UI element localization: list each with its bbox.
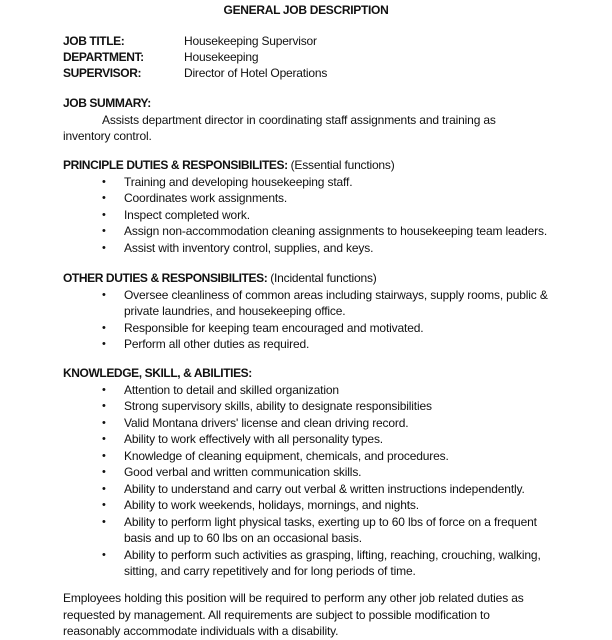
bullet-icon: •	[102, 400, 106, 412]
item-text: Assist with inventory control, supplies, and keys.	[124, 240, 374, 255]
bullet-icon: •	[102, 225, 106, 237]
bullet-icon: •	[102, 482, 106, 495]
heading-note: (Incidental functions)	[270, 271, 377, 285]
list-item	[102, 207, 554, 224]
list-item	[102, 190, 554, 207]
section-job-summary	[63, 95, 563, 145]
item-text: Attention to detail and skilled organization	[124, 382, 339, 397]
meta-key: SUPERVISOR:	[63, 66, 142, 80]
item-text: Ability to understand and carry out verbal & written instructions independently.	[124, 481, 525, 496]
meta-value: Housekeeping Supervisor	[184, 34, 317, 48]
list-item	[102, 448, 554, 465]
bullet-icon: •	[102, 208, 106, 221]
item-text: Ability to perform such activities as grasping, lifting, reaching, crouching, walking, sitting, and carry repetitively and for long periods of time.	[124, 547, 541, 578]
item-text: Coordinates work assignments.	[124, 191, 288, 205]
list-item	[102, 320, 554, 337]
section-heading: KNOWLEDGE, SKILL, & ABILITIES:	[63, 366, 252, 380]
item-text: Ability to work effectively with all personality types.	[124, 432, 383, 446]
meta-key: DEPARTMENT:	[63, 50, 144, 64]
list-item	[102, 223, 554, 240]
list-item	[102, 287, 554, 320]
list-item	[102, 240, 554, 257]
bullet-icon: •	[102, 548, 106, 561]
bullet-icon: •	[102, 338, 106, 350]
meta-key: JOB TITLE:	[63, 34, 125, 48]
section-heading	[63, 157, 563, 174]
list-item	[102, 398, 554, 415]
section-heading	[63, 270, 563, 287]
bullet-icon: •	[102, 499, 106, 511]
item-text: Responsible for keeping team encouraged and motivated.	[124, 320, 424, 335]
knowledge-list	[63, 382, 563, 580]
item-text: Good verbal and written communication skills.	[124, 465, 362, 479]
item-text: Strong supervisory skills, ability to designate responsibilities	[124, 399, 432, 413]
section-principle-duties	[63, 157, 563, 256]
bullet-icon: •	[102, 192, 106, 204]
list-item	[102, 174, 554, 191]
job-meta	[63, 33, 327, 81]
other-duties-list	[63, 287, 563, 353]
meta-value: Director of Hotel Operations	[184, 66, 328, 80]
bullet-icon: •	[102, 449, 106, 462]
meta-value: Housekeeping	[184, 50, 259, 64]
item-text: Oversee cleanliness of common areas including stairways, supply rooms, public & private laundries, and housekeeping office.	[124, 287, 548, 318]
bullet-icon: •	[102, 321, 106, 334]
item-text: Inspect completed work.	[124, 207, 250, 222]
bullet-icon: •	[102, 288, 106, 301]
list-item	[102, 481, 554, 498]
bullet-icon: •	[102, 515, 106, 528]
meta-row-supervisor	[63, 65, 327, 81]
bullet-icon: •	[102, 433, 106, 445]
item-text: Training and developing housekeeping staff.	[124, 174, 353, 189]
list-item	[102, 547, 554, 580]
section-knowledge	[63, 365, 563, 580]
item-text: Knowledge of cleaning equipment, chemicals, and procedures.	[124, 448, 449, 463]
section-other-duties	[63, 270, 563, 353]
closing-paragraph: Employees holding this position will be required to perform any other job related duties as requested by management. All requirements are subject to possible modification to reasonably accommodate individuals with a disability.	[63, 591, 524, 638]
bullet-icon: •	[102, 383, 106, 396]
heading-note: (Essential functions)	[290, 158, 395, 172]
heading-label: OTHER DUTIES & RESPONSIBILITES:	[63, 271, 268, 285]
item-text: Valid Montana drivers' license and clean driving record.	[124, 415, 409, 430]
list-item	[102, 336, 554, 353]
list-item	[102, 382, 554, 399]
list-item	[102, 497, 554, 514]
section-closing	[63, 590, 563, 640]
meta-row-department	[63, 49, 327, 65]
bullet-icon: •	[102, 416, 106, 429]
item-text: Ability to perform light physical tasks, exerting up to 60 lbs of force on a frequent basis and up to 60 lbs on an occasional basis.	[124, 514, 537, 545]
list-item	[102, 431, 554, 448]
duties-list	[63, 174, 563, 257]
summary-text: Assists department director in coordinating staff assignments and training as inventory control.	[63, 112, 496, 143]
section-heading: JOB SUMMARY:	[63, 96, 151, 110]
bullet-icon: •	[102, 466, 106, 478]
item-text: Perform all other duties as required.	[124, 337, 310, 351]
bullet-icon: •	[102, 175, 106, 188]
bullet-icon: •	[102, 241, 106, 254]
item-text: Assign non-accommodation cleaning assignments to housekeeping team leaders.	[124, 224, 548, 238]
document-title: GENERAL JOB DESCRIPTION	[223, 3, 389, 17]
list-item	[102, 464, 554, 481]
heading-label: PRINCIPLE DUTIES & RESPONSIBILITES:	[63, 158, 288, 172]
meta-row-job-title	[63, 33, 327, 49]
list-item	[102, 415, 554, 432]
item-text: Ability to work weekends, holidays, mornings, and nights.	[124, 498, 419, 512]
list-item	[102, 514, 554, 547]
